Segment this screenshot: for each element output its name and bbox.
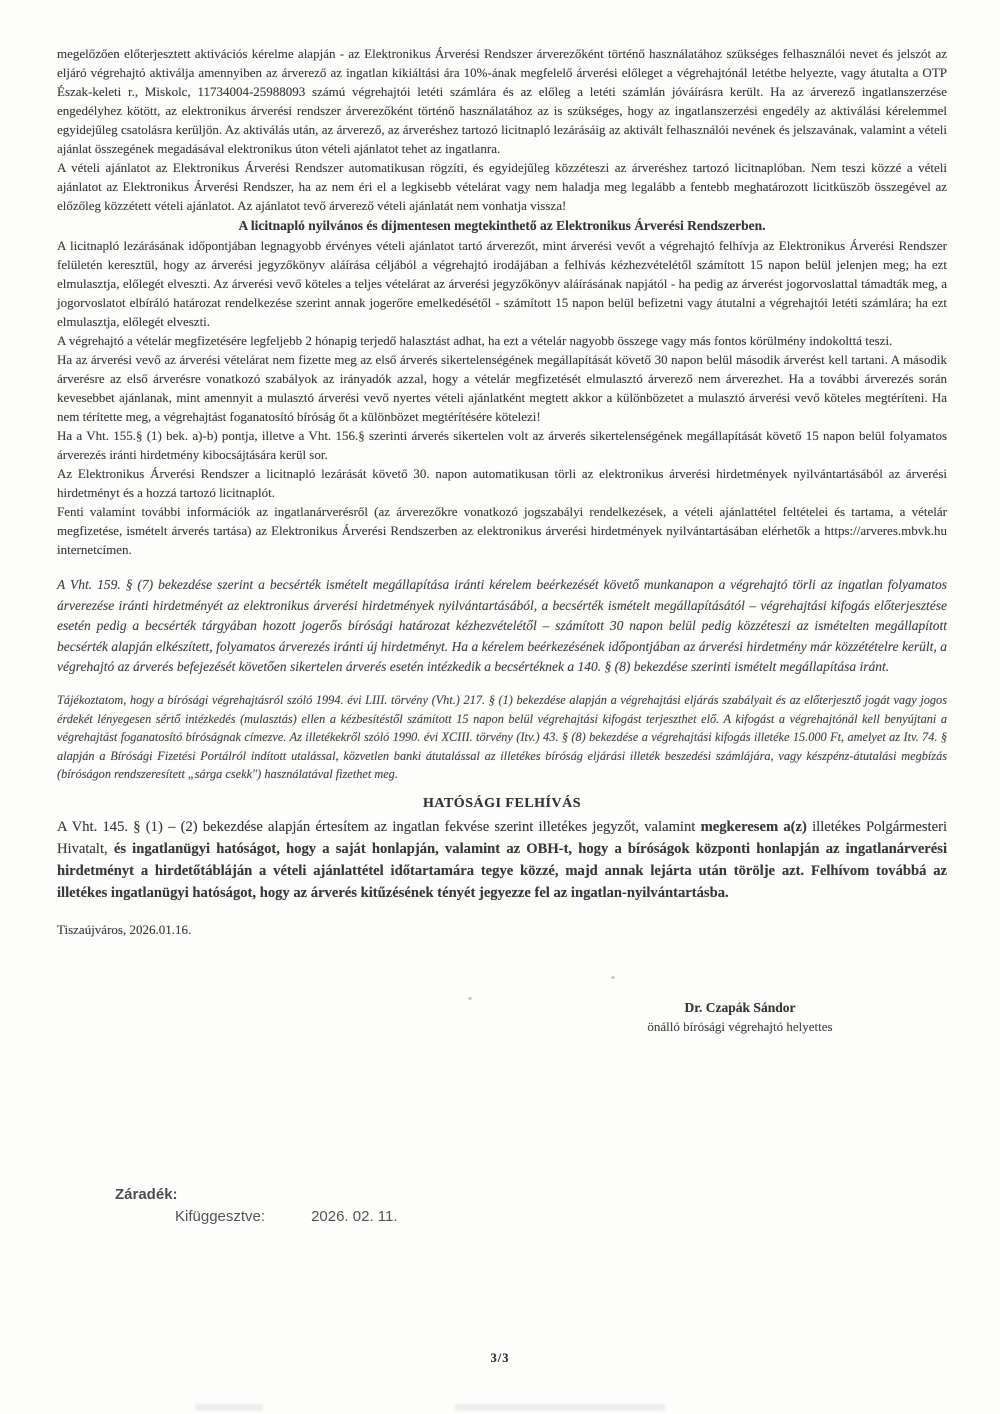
paragraph-second-auction: Ha az árverési vevő az árverési vételárat nem fizette meg az első árverés sikertelenségének megállapítását követő 30 napon belül második árverést kell tartani. A második árverésre az első árverésre vonatkozó szabályok az irányadók azzal, hogy a vételár megfizetését elmulasztó árverező nem árverezhet. Ha a további árverezés során kevesebbet ajánlanak, mint amennyit a mulasztó árverési vevő nyertes vételi ajánlatként megtett akkor a különbözetet a mulasztó árverési vevő köteles megtéríteni. Ha nem térítette meg, a végrehajtást foganatosító bíróság őt a különbözet megtérítésére kötelezi! — [57, 352, 947, 424]
paragraph-objection-notice: Tájékoztatom, hogy a bírósági végrehajtásról szóló 1994. évi LIII. törvény (Vht.) 217. § (1) bekezdése alapján a végrehajtási eljárás szabályait és az előterjesztő jogát vagy jogos érdekét lényegesen sértő intézkedés (mulasztás) ellen a kézbesítéstől számított 15 napon belül végrehajtási kifogást terjeszthet elő. A kifogást a végrehajtónál kell benyújtani a végrehajtást foganatosító bíróságnak címezve. Az illetékekről szóló 1990. évi XCIII. törvény (Itv.) 43. § (8) bekezdése a végrehajtási kifogás illetéke 15.000 Ft, amelyet az Itv. 74. § alapján a Bírósági Fizetési Portálról indított utalással, közvetlen banki átutalással az illetékes bíróság eljárási illeték beszedési számlájára, vagy készpénz-átutalási megbízás (bíróságon rendszeresített „sárga csekk") használatával fizethet meg. — [57, 693, 947, 781]
signature-name: Dr. Czapák Sándor — [684, 1000, 796, 1015]
paragraph-payment-extension: A végrehajtó a vételár megfizetésére legfeljebb 2 hónapig terjedő halasztást adhat, ha ezt a vételár nagyobb összege vagy más fontos körülmény indokolttá teszi. — [57, 333, 893, 348]
felhivas-regular-segment-2: illetékes Polgármesteri Hivatalt, — [57, 818, 948, 857]
paragraph-vht-159: A Vht. 159. § (7) bekezdése szerint a becsérték ismételt megállapítása iránti kérelem beérkezését követő munkanapon a végrehajtó törli az ingatlan folyamatos árverezése iránti hirdetményét az elektronikus árverési hirdetmények nyilvántartásából, a becsérték ismételt megállapításától – végrehajtási kifogás előterjesztése esetén pedig a becsérték tárgyában hozott jogerős bírósági határozat kézhezvételétől – számított 30 napon belül pedig közzéteszi az ismételten megállapított becsérték alapján elkészített, folyamatos árverezés iránti új hirdetményt. Ha a kérelem beérkezésének időpontjában az árverési hirdetmény már közzétételre került, a végrehajtó az árverés befejezését követően sikertelen árverés esetén intézkedik a becsértéknek a 140. § (8) bekezdése szerinti ismételt megállapítása iránt. — [57, 577, 947, 674]
zaradek-label: Záradék: — [115, 1186, 178, 1203]
kifuggesztve-row — [175, 1208, 398, 1225]
scan-noise-dot — [468, 997, 472, 1000]
paragraph-bid-recording: A vételi ajánlatot az Elektronikus Árverési Rendszer automatikusan rögzíti, és egyidejűleg közzéteszi az árveréshez tartozó licitnaplóban. Nem teszi közzé a vételi ajánlatot az Elektronikus Árverési Rendszer, ha az nem éri el a legkisebb vételárat vagy nem haladja meg legalább a fentebb meghatározott licitküszöb összegével az előzőleg közzétett vételi ajánlatot. Az ajánlatot tevő árverező vételi ajánlatát nem vonhatja vissza! — [57, 160, 947, 213]
kifuggesztve-label: Kifüggesztve: — [175, 1208, 266, 1225]
kifuggesztve-date: 2026. 02. 11. — [311, 1208, 398, 1225]
page-number: 3/3 — [490, 1351, 510, 1365]
document-body — [57, 44, 947, 951]
felhivas-bold-segment-1: megkeresem a(z) — [700, 818, 807, 835]
scan-artifact — [455, 1404, 665, 1411]
felhivas-bold-segment-2: és ingatlanügyi hatóságot, hogy a saját honlapján, valamint az OBH-t, hogy a bíróságok központi honlapján az ingatlanárverési hirdetményt a hirdetőtábláján a vételi ajánlattétel időtartamára tegye közzé, majd annak lejárta után törölje azt. Felhívom továbbá az illetékes ingatlanügyi hatóságot, hogy az árverés kitűzésének tényét jegyezze fel az ingatlan-nyilvántartásba. — [57, 840, 947, 901]
paragraph-auto-deletion: Az Elektronikus Árverési Rendszer a licitnapló lezárását követő 30. napon automatikusan törli az elektronikus árverési hirdetmények nyilvántartásából az árverési hirdetményt és a hozzá tartozó licitnaplót. — [57, 466, 947, 500]
paragraph-winning-bidder: A licitnapló lezárásának időpontjában legnagyobb érvényes vételi ajánlatot tartó árverezőt, mint árverési vevőt a végrehajtó felhívja az Elektronikus Árverési Rendszer felületén keresztül, hogy az árverési jegyzőkönyv aláírása céljából a végrehajtó irodájában a felhívás kézhezvételétől számított 15 napon belül jelenjen meg; ha ezt elmulasztja, előlegét elveszti. Az árverési vevő köteles a teljes vételárat az árverési jegyzőkönyv aláírásának napjától - ha pedig az árverést jogorvoslattal támadták meg, a jogorvoslatot elbíráló határozat rendelkezése szerint annak jogerőre emelkedésétől - számított 15 napon belül befizetni vagy átutalni a végrehajtói letéti számlára; ha ezt elmulasztja, előlegét elveszti. — [57, 238, 947, 329]
paragraph-hatosagi-felhivas — [57, 816, 947, 904]
scan-noise-dot — [611, 976, 615, 979]
subheading-licitnaplo: A licitnapló nyilvános és díjmentesen megtekinthető az Elektronikus Árverési Rendszerben. — [238, 218, 766, 233]
heading-hatosagi-felhivas: HATÓSÁGI FELHÍVÁS — [423, 795, 581, 811]
signature-block — [590, 1000, 890, 1035]
scan-artifact — [195, 1404, 263, 1411]
paragraph-activation-rules: megelőzően előterjesztett aktivációs kérelme alapján - az Elektronikus Árverési Rendszer árverezőként történő használatához szükséges felhasználói nevet és jelszót az eljáró végrehajtó aktiválja amennyiben az árverező az ingatlan kikiáltási ára 10%-ának megfelelő árverési előleget a végrehajtónál letétbe helyezte, vagy átutalta a OTP Észak-keleti r., Miskolc, 11734004-25988093 számú végrehajtói letéti számlára és az előleg a letéti számlán jóváírásra került. Ha az árverező ingatlanszerzése engedélyhez kötött, az elektronikus árverési rendszer árverezőként történő használatához az is szükséges, hogy az ingatlanszerzési engedély az aktiválási kérelemmel egyidejűleg csatolásra kerüljön. Az aktiválás után, az árverező, az árveréshez tartozó licitnapló lezárásáig az aktivált felhasználói nevének és jelszavának, valamint a vételi ajánlat összegének megadásával elektronikus úton vételi ajánlatot tehet az ingatlanra. — [57, 46, 947, 156]
paragraph-unsuccessful-auction: Ha a Vht. 155.§ (1) bek. a)-b) pontja, illetve a Vht. 156.§ szerinti árverés sikertelen volt az árverés sikertelenségének megállapítását követő 15 napon belül folyamatos árverezés iránti hirdetmény kibocsájtására kerül sor. — [57, 428, 947, 462]
paragraph-further-info: Fenti valamint további információk az ingatlanárverésről (az árverezőkre vonatkozó jogszabályi rendelkezések, a vételi ajánlattétel feltételei és tartama, a vételár megfizetése, ismételt árverés tartása) az Elektronikus Árverési Rendszerben az elektronikus árverési hirdetmények nyilvántartásában elérhetők a https://arveres.mbvk.hu internetcímen. — [57, 504, 947, 557]
dateline: Tiszaújváros, 2026.01.16. — [57, 921, 192, 937]
signature-title: önálló bírósági végrehajtó helyettes — [647, 1019, 833, 1034]
felhivas-regular-segment-1: A Vht. 145. § (1) – (2) bekezdése alapján értesítem az ingatlan fekvése szerint illetékes jegyzőt, valamint — [57, 818, 701, 835]
zaradek-block — [115, 1186, 398, 1225]
